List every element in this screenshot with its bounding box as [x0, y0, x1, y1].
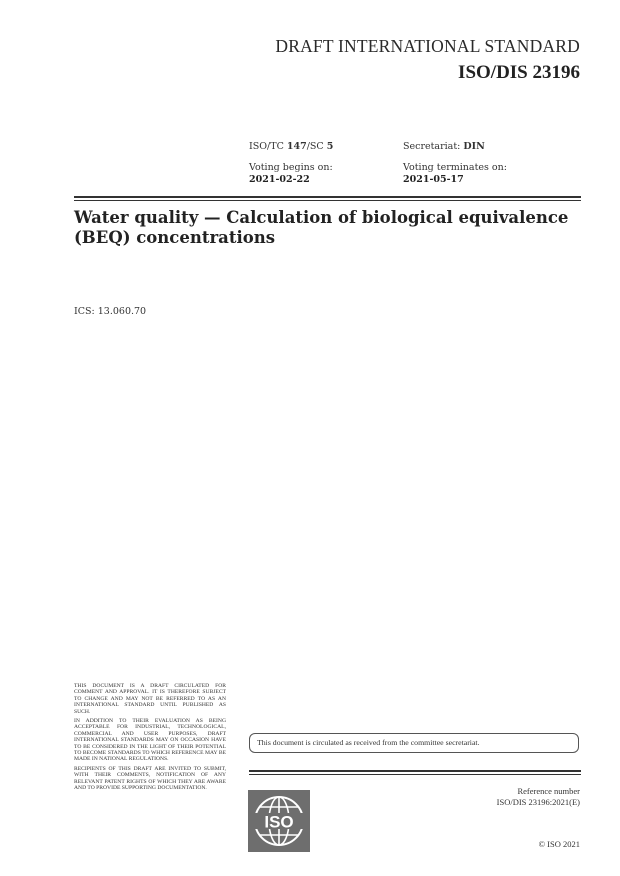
voting-begins-label: Voting begins on:	[249, 162, 333, 173]
document-title	[74, 208, 574, 248]
disclaimer-paragraph-3: RECIPIENTS OF THIS DRAFT ARE INVITED TO SUBMIT, WITH THEIR COMMENTS, NOTIFICATION OF ANY RELEVANT PATENT RIGHTS OF WHICH THEY ARE AWARE AND TO PROVIDE SUPPORTING DOCUMENTATION.	[74, 765, 226, 792]
reference-number: ISO/DIS 23196:2021(E)	[496, 797, 580, 807]
secretariat-value: DIN	[463, 141, 485, 152]
secretariat-label: Secretariat:	[403, 141, 464, 152]
voting-begins-date: 2021-02-22	[249, 174, 310, 185]
committee-sc: 5	[326, 141, 334, 152]
voting-ends-label: Voting terminates on:	[403, 162, 507, 173]
document-number: ISO/DIS 23196	[458, 62, 580, 83]
iso-logo-icon	[248, 790, 310, 852]
committee-prefix: ISO/TC	[249, 141, 287, 152]
disclaimer-paragraph-2: IN ADDITION TO THEIR EVALUATION AS BEING ACCEPTABLE FOR INDUSTRIAL, TECHNOLOGICAL, COMMERCIAL AND USER PURPOSES, DRAFT INTERNATIONAL STANDARDS MAY ON OCCASION HAVE TO BE CONSIDERED IN THE LIGHT OF THEIR POTENTIAL TO BECOME STANDARDS TO WHICH REFERENCE MAY BE MADE IN NATIONAL REGULATIONS.	[74, 718, 226, 763]
reference-block	[497, 786, 580, 808]
disclaimer-paragraph-1: THIS DOCUMENT IS A DRAFT CIRCULATED FOR COMMENT AND APPROVAL. IT IS THEREFORE SUBJECT TO CHANGE AND MAY NOT BE REFERRED TO AS AN INTERNATIONAL STANDARD UNTIL PUBLISHED AS SUCH.	[74, 683, 226, 715]
committee-mid: /SC	[306, 141, 327, 152]
secretariat	[403, 141, 485, 152]
title-line-2: (BEQ) concentrations	[74, 228, 276, 247]
copyright: © ISO 2021	[538, 839, 580, 849]
reference-label: Reference number	[517, 786, 580, 796]
footer-rule-thin	[249, 774, 581, 775]
draft-disclaimer	[74, 683, 226, 795]
circulation-note: This document is circulated as received from the committee secretariat.	[249, 733, 579, 753]
title-line-1: Water quality — Calculation of biological equivalence	[74, 208, 569, 227]
ics-code: ICS: 13.060.70	[74, 306, 147, 317]
draft-standard-heading: DRAFT INTERNATIONAL STANDARD	[275, 36, 580, 56]
iso-logo-text: ISO	[264, 812, 294, 832]
voting-ends-date: 2021-05-17	[403, 174, 464, 185]
footer-rule-thick	[249, 770, 581, 772]
header-rule-thick	[74, 196, 581, 198]
committee-reference	[249, 141, 333, 152]
committee-tc: 147	[286, 141, 307, 152]
header-rule-thin	[74, 200, 581, 201]
